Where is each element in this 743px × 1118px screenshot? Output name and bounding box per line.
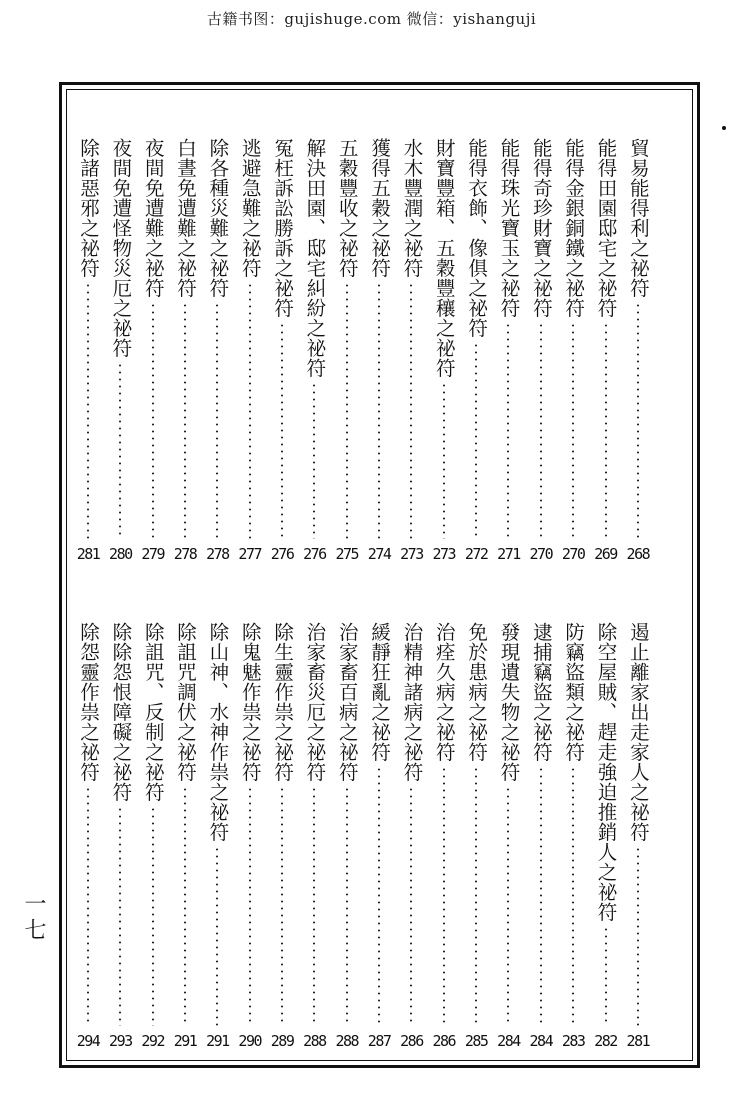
toc-entry (624, 138, 652, 563)
toc-entry-title: 治家畜百病之祕符 (335, 622, 359, 782)
toc-entry-page: 283 (561, 1032, 585, 1050)
toc-leader-dots (572, 766, 574, 1026)
toc-entry (139, 622, 167, 1050)
scan-speck (722, 126, 726, 130)
toc-entry-page: 271 (497, 545, 520, 563)
toc-section-bottom (74, 622, 652, 1050)
toc-entry (430, 622, 458, 1050)
page-number: 一七 (21, 892, 46, 944)
toc-entry-page: 282 (594, 1032, 617, 1050)
toc-leader-dots (475, 342, 477, 539)
toc-entry-page: 286 (400, 1032, 423, 1050)
toc-leader-dots (87, 282, 89, 539)
toc-leader-dots (313, 382, 315, 539)
toc-entry-page: 269 (594, 545, 617, 563)
toc-entry (268, 138, 296, 563)
toc-leader-dots (475, 766, 477, 1026)
toc-leader-dots (378, 282, 380, 539)
toc-entry-title: 白晝免遭難之祕符 (174, 138, 198, 298)
toc-entry-page: 278 (206, 545, 229, 563)
toc-leader-dots (410, 786, 412, 1026)
toc-leader-dots (281, 322, 283, 539)
toc-entry-page: 288 (303, 1032, 326, 1050)
toc-entry-page: 272 (464, 545, 488, 563)
toc-entry (139, 138, 167, 563)
toc-entry (300, 622, 328, 1050)
toc-leader-dots (637, 302, 639, 539)
toc-entry-page: 284 (529, 1032, 553, 1050)
toc-entry (333, 622, 361, 1050)
toc-entry (494, 138, 522, 563)
toc-entry-title: 除山神、水神作祟之祕符 (206, 622, 230, 842)
toc-entry (397, 622, 425, 1050)
toc-leader-dots (216, 302, 218, 539)
toc-leader-dots (507, 322, 509, 539)
toc-leader-dots (346, 282, 348, 539)
toc-entry (268, 622, 296, 1050)
toc-entry (592, 138, 620, 563)
toc-leader-dots (152, 806, 154, 1026)
toc-entry-page: 270 (529, 545, 553, 563)
toc-entry-title: 獲得五穀之祕符 (368, 138, 392, 278)
toc-entry (527, 138, 555, 563)
toc-entry (559, 622, 587, 1050)
toc-entry-page: 291 (173, 1032, 197, 1050)
toc-entry-title: 免於患病之祕符 (465, 622, 489, 762)
toc-entry-title: 除詛咒調伏之祕符 (174, 622, 198, 782)
toc-entry-title: 除諸惡邪之祕符 (77, 138, 100, 278)
toc-entry (74, 138, 102, 563)
toc-entry (592, 622, 620, 1050)
toc-entry-page: 286 (432, 1032, 456, 1050)
toc-leader-dots (313, 786, 315, 1026)
toc-entry-title: 除鬼魅作祟之祕符 (238, 622, 262, 782)
toc-entry-title: 能得珠光寶玉之祕符 (497, 138, 521, 318)
toc-entry-page: 285 (464, 1032, 488, 1050)
toc-leader-dots (443, 382, 445, 539)
toc-entry-page: 292 (141, 1032, 164, 1050)
toc-entry-title: 逃避急難之祕符 (238, 138, 262, 278)
toc-entry-page: 274 (367, 545, 391, 563)
toc-entry-title: 逮捕竊盜之祕符 (529, 622, 553, 762)
toc-leader-dots (249, 282, 251, 539)
toc-entry-page: 270 (561, 545, 585, 563)
toc-entry-title: 能得金銀銅鐵之祕符 (562, 138, 586, 318)
toc-entry-title: 冤枉訴訟勝訴之祕符 (271, 138, 295, 318)
toc-leader-dots (443, 766, 445, 1026)
toc-entry-title: 治痊久病之祕符 (432, 622, 456, 762)
toc-leader-dots (605, 322, 607, 539)
toc-entry-title: 防竊盜類之祕符 (562, 622, 586, 762)
toc-entry-title: 除除怨恨障礙之祕符 (109, 622, 133, 802)
toc-entry-title: 緩靜狂亂之祕符 (368, 622, 392, 762)
toc-entry (203, 622, 231, 1050)
toc-entry-title: 五穀豐收之祕符 (335, 138, 359, 278)
toc-entry (462, 622, 490, 1050)
toc-leader-dots (637, 846, 639, 1026)
watermark-text: 古籍书图：gujishuge.com 微信：yishanguji (206, 10, 537, 28)
toc-entry (462, 138, 490, 563)
toc-entry-page: 279 (141, 545, 164, 563)
toc-entry-title: 發現遺失物之祕符 (497, 622, 521, 782)
toc-entry-title: 除各種災難之祕符 (206, 138, 230, 298)
toc-leader-dots (249, 786, 251, 1026)
toc-entry-page: 276 (303, 545, 326, 563)
toc-entry (333, 138, 361, 563)
toc-leader-dots (87, 786, 89, 1026)
toc-entry (365, 138, 393, 563)
toc-entry-page: 290 (238, 1032, 262, 1050)
toc-leader-dots (378, 766, 380, 1026)
toc-entry (430, 138, 458, 563)
toc-leader-dots (346, 786, 348, 1026)
toc-entry (171, 138, 199, 563)
toc-entry-page: 276 (270, 545, 294, 563)
toc-entry-title: 解決田園、邸宅糾紛之祕符 (303, 138, 327, 378)
toc-entry-page: 278 (173, 545, 197, 563)
toc-entry-page: 294 (76, 1032, 100, 1050)
toc-entry-page: 281 (626, 1032, 650, 1050)
toc-entry (397, 138, 425, 563)
toc-entry-title: 能得奇珍財寶之祕符 (529, 138, 553, 318)
toc-leader-dots (507, 786, 509, 1026)
toc-entry (106, 622, 134, 1050)
toc-entry-page: 284 (497, 1032, 520, 1050)
toc-entry-title: 能得衣飾、像俱之祕符 (465, 138, 489, 338)
toc-entry-title: 除詛咒、反制之祕符 (141, 622, 165, 802)
toc-entry (106, 138, 134, 563)
toc-entry-title: 除怨靈作祟之祕符 (77, 622, 100, 782)
toc-entry-title: 能得田園邸宅之祕符 (594, 138, 618, 318)
toc-entry-page: 277 (238, 545, 262, 563)
toc-leader-dots (184, 302, 186, 539)
toc-entry-page: 275 (335, 545, 359, 563)
toc-entry (559, 138, 587, 563)
toc-entry-page: 268 (626, 545, 650, 563)
toc-entry (300, 138, 328, 563)
toc-entry (494, 622, 522, 1050)
toc-leader-dots (281, 786, 283, 1026)
toc-entry-title: 財寶豐箱、五穀豐穰之祕符 (432, 138, 456, 378)
toc-entry-title: 除空屋賊、趕走強迫推銷人之祕符 (594, 622, 618, 922)
toc-entry-page: 291 (206, 1032, 229, 1050)
toc-leader-dots (184, 786, 186, 1026)
toc-entry-title: 治精神諸病之祕符 (400, 622, 424, 782)
toc-entry-title: 除生靈作祟之祕符 (271, 622, 295, 782)
toc-entry-title: 夜間免遭怪物災厄之祕符 (109, 138, 133, 358)
toc-entry (203, 138, 231, 563)
toc-leader-dots (216, 846, 218, 1026)
toc-entry-page: 281 (76, 545, 100, 563)
toc-leader-dots (605, 926, 607, 1026)
toc-entry-page: 273 (432, 545, 456, 563)
toc-entry-page: 289 (270, 1032, 294, 1050)
toc-leader-dots (152, 302, 154, 539)
toc-leader-dots (119, 362, 121, 539)
toc-leader-dots (540, 766, 542, 1026)
toc-entry (624, 622, 652, 1050)
toc-leader-dots (540, 322, 542, 539)
toc-entry-page: 280 (109, 545, 132, 563)
toc-entry-title: 治家畜災厄之祕符 (303, 622, 327, 782)
toc-entry-title: 貿易能得利之祕符 (626, 138, 650, 298)
toc-entry-title: 水木豐潤之祕符 (400, 138, 424, 278)
toc-entry-page: 288 (335, 1032, 359, 1050)
toc-entry-page: 273 (400, 545, 423, 563)
toc-leader-dots (572, 322, 574, 539)
toc-entry (527, 622, 555, 1050)
toc-entry (236, 622, 264, 1050)
toc-leader-dots (410, 282, 412, 539)
toc-entry-title: 夜間免遭難之祕符 (141, 138, 165, 298)
toc-entry-page: 293 (109, 1032, 132, 1050)
toc-entry (74, 622, 102, 1050)
toc-entry (365, 622, 393, 1050)
toc-entry-title: 遏止離家出走家人之祕符 (626, 622, 650, 842)
toc-entry-page: 287 (367, 1032, 391, 1050)
toc-section-top (74, 138, 652, 563)
toc-entry (236, 138, 264, 563)
toc-leader-dots (119, 806, 121, 1026)
toc-entry (171, 622, 199, 1050)
